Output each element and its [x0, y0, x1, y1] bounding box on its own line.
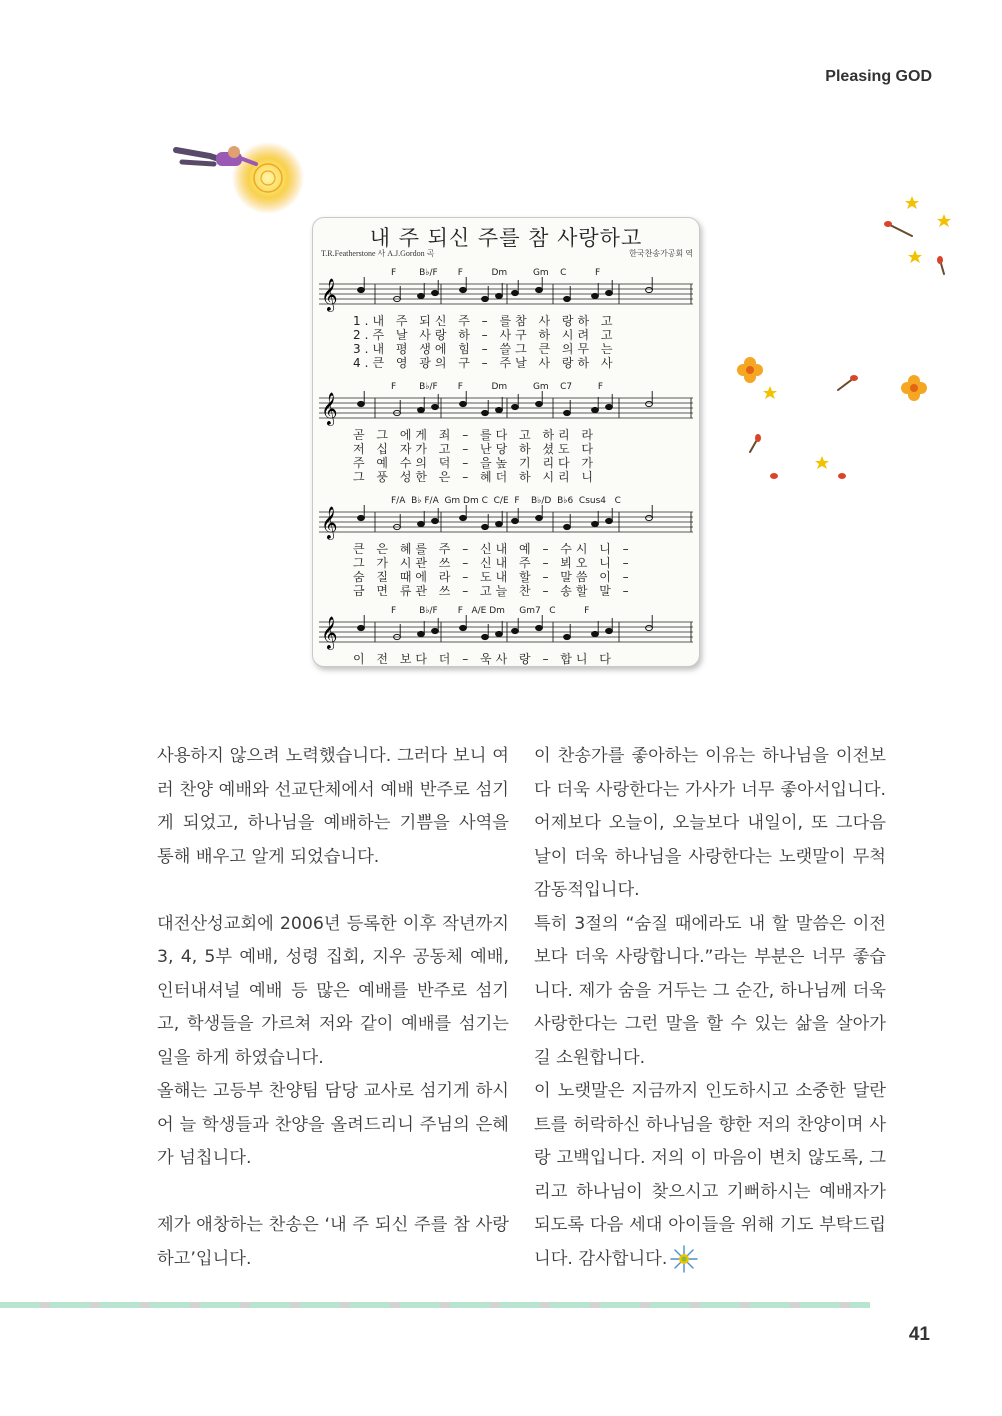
note-head	[482, 524, 489, 529]
note-head	[564, 634, 571, 639]
note-head	[606, 518, 613, 523]
note-head	[460, 515, 467, 520]
note-head	[536, 625, 543, 630]
treble-clef-icon: 𝄞	[321, 506, 338, 539]
right-text-column	[534, 740, 886, 1276]
note-head	[358, 625, 365, 630]
lyric-line: 그 가 시관 쓰 – 신내 주 – 뵈오 니 –	[353, 556, 633, 570]
note-head	[536, 401, 543, 406]
lyric-line: 큰 은 혜를 주 – 신내 예 – 수시 니 –	[353, 542, 633, 556]
note-head	[432, 290, 439, 295]
note-head	[358, 401, 365, 406]
note-head	[418, 631, 425, 636]
left-text-column	[157, 740, 509, 1276]
lyric-line: 금 면 류관 쓰 – 고늘 찬 – 송할 말 –	[353, 584, 633, 598]
note-head	[564, 524, 571, 529]
lyric-line: 저 십 자가 고 – 난당 하 셨도 다	[353, 442, 598, 456]
note-head	[496, 407, 503, 412]
note-head	[432, 404, 439, 409]
note-head	[606, 404, 613, 409]
note-head	[592, 293, 599, 298]
sparkle-icon	[669, 1244, 699, 1274]
note-head	[606, 290, 613, 295]
lyric-line: 그 풍 성한 은 – 혜더 하 시리 니	[353, 470, 598, 484]
hymn-credit-composer: T.R.Featherstone 사 A.J.Gordon 곡	[321, 249, 435, 258]
note-head	[606, 628, 613, 633]
note-head	[482, 634, 489, 639]
chord-symbols: F/A B♭ F/A Gm Dm C C/E F B♭/D B♭6 Csus4 C	[391, 496, 621, 506]
note-head	[482, 296, 489, 301]
note-head	[358, 515, 365, 520]
note-head	[536, 287, 543, 292]
note-head	[512, 290, 519, 295]
chord-symbols: F B♭/F F Dm Gm C F	[391, 268, 601, 278]
note-head	[646, 515, 653, 520]
note-head	[358, 287, 365, 292]
note-head	[460, 287, 467, 292]
note-head	[496, 293, 503, 298]
lyric-line: 4.큰 영 광의 구 – 주날 사 랑하 사	[353, 356, 617, 370]
note-head	[432, 518, 439, 523]
hymn-credit-translator: 한국찬송가공회 역	[629, 249, 693, 258]
note-head	[460, 625, 467, 630]
lyric-line: 1.내 주 되신 주 – 를참 사 랑하 고	[353, 314, 617, 328]
note-head	[512, 404, 519, 409]
lyric-line: 3.내 평 생에 힘 – 쓸그 큰 의무 는	[353, 342, 617, 356]
treble-clef-icon: 𝄞	[321, 392, 338, 425]
note-head	[646, 625, 653, 630]
note-head	[564, 296, 571, 301]
note-head	[536, 515, 543, 520]
treble-clef-icon: 𝄞	[321, 616, 338, 649]
hymn-score-image	[312, 217, 700, 667]
note-head	[592, 631, 599, 636]
note-head	[512, 518, 519, 523]
lyric-line: 2.주 날 사랑 하 – 사구 하 시려 고	[353, 328, 617, 342]
paragraph: 사용하지 않으려 노력했습니다. 그러다 보니 여러 찬양 예배와 선교단체에서 예배 반주로 섬기게 되었고, 하나님을 예배하는 기쁨을 사역을 통해 배우고 알게 되었습니다.	[157, 746, 509, 867]
paragraph: 이 찬송가를 좋아하는 이유는 하나님을 이전보다 더욱 사랑한다는 가사가 너무 좋아서입니다. 어제보다 오늘이, 오늘보다 내일이, 또 그다음 날이 더욱 하나님을 사랑한다는 노랫말이 무척 감동적입니다.	[534, 746, 886, 900]
lyric-line: 주 예 수의 덕 – 을높 기 리다 가	[353, 456, 598, 470]
page-number: 41	[908, 1324, 930, 1345]
note-head	[646, 401, 653, 406]
treble-clef-icon: 𝄞	[321, 278, 338, 311]
paragraph: 올해는 고등부 찬양팀 담당 교사로 섬기게 하시어 늘 학생들과 찬양을 올려드리니 주님의 은혜가 넘칩니다.	[157, 1081, 509, 1168]
decorative-stars-and-flowers	[730, 190, 970, 490]
note-head	[512, 628, 519, 633]
note-head	[564, 410, 571, 415]
chord-symbols: F B♭/F F A/E Dm Gm7 C F	[391, 606, 590, 616]
lyric-line: 이 전 보다 더 – 욱사 랑 – 합니 다	[353, 652, 615, 666]
hymn-title: 내 주 되신 주를 참 사랑하고	[369, 226, 643, 250]
note-head	[418, 521, 425, 526]
lyric-line: 곧 그 에게 죄 – 를다 고 하리 라	[353, 428, 598, 442]
flying-figure-illustration	[170, 130, 310, 220]
paragraph: 대전산성교회에 2006년 등록한 이후 작년까지 3, 4, 5부 예배, 성령 집회, 지우 공동체 예배, 인터내셔널 예배 등 많은 예배를 반주로 섬기고, 학생들을 가르쳐 저와 같이 예배를 섬기는 일을 하게 하였습니다.	[157, 913, 509, 1068]
lyric-line: 숨 질 때에 라 – 도내 할 – 말씀 이 –	[353, 570, 633, 584]
paragraph: 제가 애창하는 찬송은 ‘내 주 되신 주를 참 사랑하고’입니다.	[157, 1215, 509, 1269]
chord-symbols: F B♭/F F Dm Gm C7 F	[391, 382, 604, 392]
note-head	[460, 401, 467, 406]
note-head	[432, 628, 439, 633]
footer-decorative-bar	[0, 1302, 870, 1308]
note-head	[592, 407, 599, 412]
note-head	[592, 521, 599, 526]
note-head	[496, 521, 503, 526]
note-head	[482, 410, 489, 415]
paragraph: 특히 3절의 “숨질 때에라도 내 할 말씀은 이전보다 더욱 사랑합니다.”라는 부분은 너무 좋습니다. 제가 숨을 거두는 그 순간, 하나님께 더욱 사랑한다는 그런 말을 할 수 있는 삶을 살아가길 소원합니다.	[534, 913, 886, 1068]
paragraph-text: 이 노랫말은 지금까지 인도하시고 소중한 달란트를 허락하신 하나님을 향한 저의 찬양이며 사랑 고백입니다. 저의 이 마음이 변치 않도록, 그리고 하나님이 찾으시고 기뻐하시는 예배자가 되도록 다음 세대 아이들을 위해 기도 부탁드립니다. 감사합니다.	[534, 1081, 886, 1269]
note-head	[418, 293, 425, 298]
note-head	[496, 631, 503, 636]
note-head	[646, 287, 653, 292]
paragraph	[534, 1075, 886, 1276]
running-header: Pleasing GOD	[825, 68, 932, 85]
note-head	[418, 407, 425, 412]
